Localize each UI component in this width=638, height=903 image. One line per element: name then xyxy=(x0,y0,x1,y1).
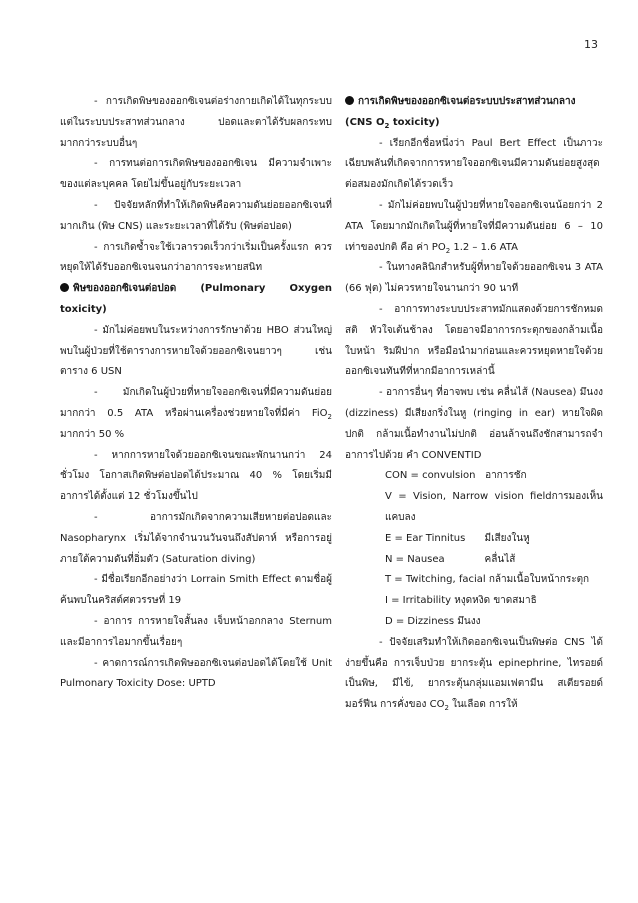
paragraph-24-hours: - หากการหายใจด้วยออกซิเจนขณะพักนานกว่า 24 ชั่วโมง โอกาสเกิดพิษต่อปอดได้ประมาณ 40 % โดยเริ่มมีอาการได้ตั้งแต่ 12 ชั่วโมงขึ้นไป xyxy=(60,449,332,503)
fio2-value-text: มากกว่า 50 % xyxy=(60,428,125,440)
po2-text: - มักไม่ค่อยพบในผู้ป่วยที่หายใจออกซิเจนน้อยกว่า 2 ATA โดยมากมักเกิดในผู้ที่หายใจที่มีความดันย่อย 6 – 10 เท่าของปกติ คือ ค่า PO xyxy=(345,199,603,253)
paragraph-individual-tolerance: - การทนต่อการเกิดพิษของออกซิเจน มีความจำเพาะของแต่ละบุคคล โดยไม่ขึ้นอยู่กับระยะเวลา xyxy=(60,158,332,191)
subscript: 2 xyxy=(384,121,390,130)
mnemonic-meaning: มีเสียงในหู xyxy=(484,532,530,544)
paragraph-ata-threshold xyxy=(345,196,603,258)
mnemonic-t: T = Twitching, facial กล้ามเนื้อใบหน้ากระตุก xyxy=(385,574,590,586)
paragraph-symptoms: - อาการ การหายใจสั้นลง เจ็บหน้าอกกลาง Sternum และมีอาการไอมากขึ้นเรื่อยๆ xyxy=(60,615,332,648)
mnemonic-n xyxy=(345,550,603,571)
heading-text-end: toxicity) xyxy=(389,116,440,128)
paragraph-high-pressure xyxy=(60,383,332,445)
subscript: 2 xyxy=(445,246,451,255)
bullet-icon xyxy=(345,96,354,105)
paragraph-lorrain-smith: - มีชื่อเรียกอีกอย่างว่า Lorrain Smith Effect ตามชื่อผู้ค้นพบในคริสต์ศตวรรษที่ 19 xyxy=(60,574,332,607)
mnemonic-meaning: อาการชัก xyxy=(485,470,527,482)
mnemonic-key: CON = convulsion xyxy=(385,470,476,482)
paragraph-lung-damage: - อาการมักเกิดจากความเสียหายต่อปอดและ Nasopharynx เริ่มได้จากจำนวนวันจนถึงสัปดาห์ หรือการอยู่ภายใต้ความดันที่อิ่มตัว (Saturation diving) xyxy=(60,511,332,565)
mnemonic-e xyxy=(345,529,603,550)
mnemonic-d: D = Dizziness มึนงง xyxy=(385,615,481,627)
subscript: 2 xyxy=(444,704,449,713)
mnemonic-key: N = Nausea xyxy=(385,553,445,565)
heading-text: พิษของออกซิเจนต่อปอด (Pulmonary Oxygen toxicity) xyxy=(60,283,332,315)
po2-value-text: 1.2 – 1.6 ATA xyxy=(450,241,518,253)
right-column xyxy=(345,92,603,716)
paragraph-main-factors: - ปัจจัยหลักที่ทำให้เกิดพิษคือความดันย่อยออกซิเจนที่มากเกิน (พิษ CNS) และระยะเวลาที่ได้รับ (พิษต่อปอด) xyxy=(60,199,332,232)
subscript: 2 xyxy=(327,412,332,421)
paragraph-recurrence: - การเกิดซ้ำจะใช้เวลารวดเร็วกว่าเริ่มเป็นครั้งแรก ควรหยุดให้ได้รับออกซิเจนจนกว่าอาการจะหายสนิท xyxy=(60,241,332,274)
page-number: 13 xyxy=(584,38,598,51)
paragraph-oxygen-toxicity-systems: - การเกิดพิษของออกซิเจนต่อร่างกายเกิดได้ในทุกระบบแต่ในระบบประสาทส่วนกลาง ปอดและตาได้รับผลกระทบมากกว่าระบบอื่นๆ xyxy=(60,96,332,149)
mnemonic-key: E = Ear Tinnitus xyxy=(385,532,466,544)
paragraph-hbo-rarity: - มักไม่ค่อยพบในระหว่างการรักษาด้วย HBO ส่วนใหญ่พบในผู้ป่วยที่ใช้ตารางการหายใจด้วยออกซิเจนยาวๆ เช่น ตาราง 6 USN xyxy=(60,324,332,378)
paragraph-clinical-limit: - ในทางคลินิกสำหรับผู้ที่หายใจด้วยออกซิเจน 3 ATA (66 ฟุต) ไม่ควรหายใจนานกว่า 90 นาที xyxy=(345,262,603,295)
mnemonic-con xyxy=(345,466,603,487)
mnemonic-i: I = Irritability หงุดหงิด ขาดสมาธิ xyxy=(385,595,537,607)
fio2-text: - มักเกิดในผู้ป่วยที่หายใจออกซิเจนที่มีความดันย่อยมากกว่า 0.5 ATA หรือผ่านเครื่องช่วยหายใจที่มีค่า FiO xyxy=(60,387,332,419)
mnemonic-meaning: คลื่นไส้ xyxy=(484,553,516,565)
heading-text: การเกิดพิษของออกซิเจนต่อระบบประสาทส่วนกลาง (CNS O xyxy=(345,96,576,128)
bullet-icon xyxy=(60,283,69,292)
mnemonic-v: V = Vision, Narrow vision fieldการมองเห็นแคบลง xyxy=(385,491,603,523)
paragraph-uptd: - คาดการณ์การเกิดพิษออกซิเจนต่อปอดได้โดยใช้ Unit Pulmonary Toxicity Dose: UPTD xyxy=(60,657,332,690)
left-column xyxy=(60,92,332,695)
heading-pulmonary-oxygen-toxicity xyxy=(60,279,332,321)
risk-text: - ปัจจัยเสริมทำให้เกิดออกซิเจนเป็นพิษต่อ CNS ได้ง่ายขึ้นคือ การเจ็บป่วย ยากระตุ้น epinephrine, ไทรอยด์เป็นพิษ, มีไข้, ยากระตุ้นกลุ่มแอมเฟตามีน สเตียรอยด์ มอร์ฟีน การคั่งของ CO xyxy=(345,636,603,711)
paragraph-risk-factors xyxy=(345,633,603,716)
paragraph-paul-bert: - เรียกอีกชื่อหนึ่งว่า Paul Bert Effect เป็นภาวะเฉียบพลันที่เกิดจากการหายใจออกซิเจนมีความดันย่อยสูงสุดต่อสมองมักเกิดได้รวดเร็ว xyxy=(345,137,603,191)
risk-text-end: ในเลือด การให้ xyxy=(448,699,518,711)
paragraph-other-symptoms: - อาการอื่นๆ ที่อาจพบ เช่น คลื่นไส้ (Nausea) มึนงง (dizziness) มีเสียงกริ่งในหู (ringing in ear) หายใจผิดปกติ กล้ามเนื้อทำงานไม่ปกติ อ่อนล้าจนถึงชักสามารถจำอาการไปด้วย คำ CONVENTID xyxy=(345,387,603,461)
heading-cns-oxygen-toxicity xyxy=(345,92,603,134)
paragraph-neuro-symptoms: - อาการทางระบบประสาทมักแสดงด้วยการชักหมดสติ หัวใจเต้นช้าลง โดยอาจมีอาการกระตุกของกล้ามเนื้อ ใบหน้า ริมฝีปาก หรือมือนำมาก่อนและควรหยุดหายใจด้วยออกซิเจนทันทีที่หากมีอาการเหล่านี้ xyxy=(345,303,603,378)
